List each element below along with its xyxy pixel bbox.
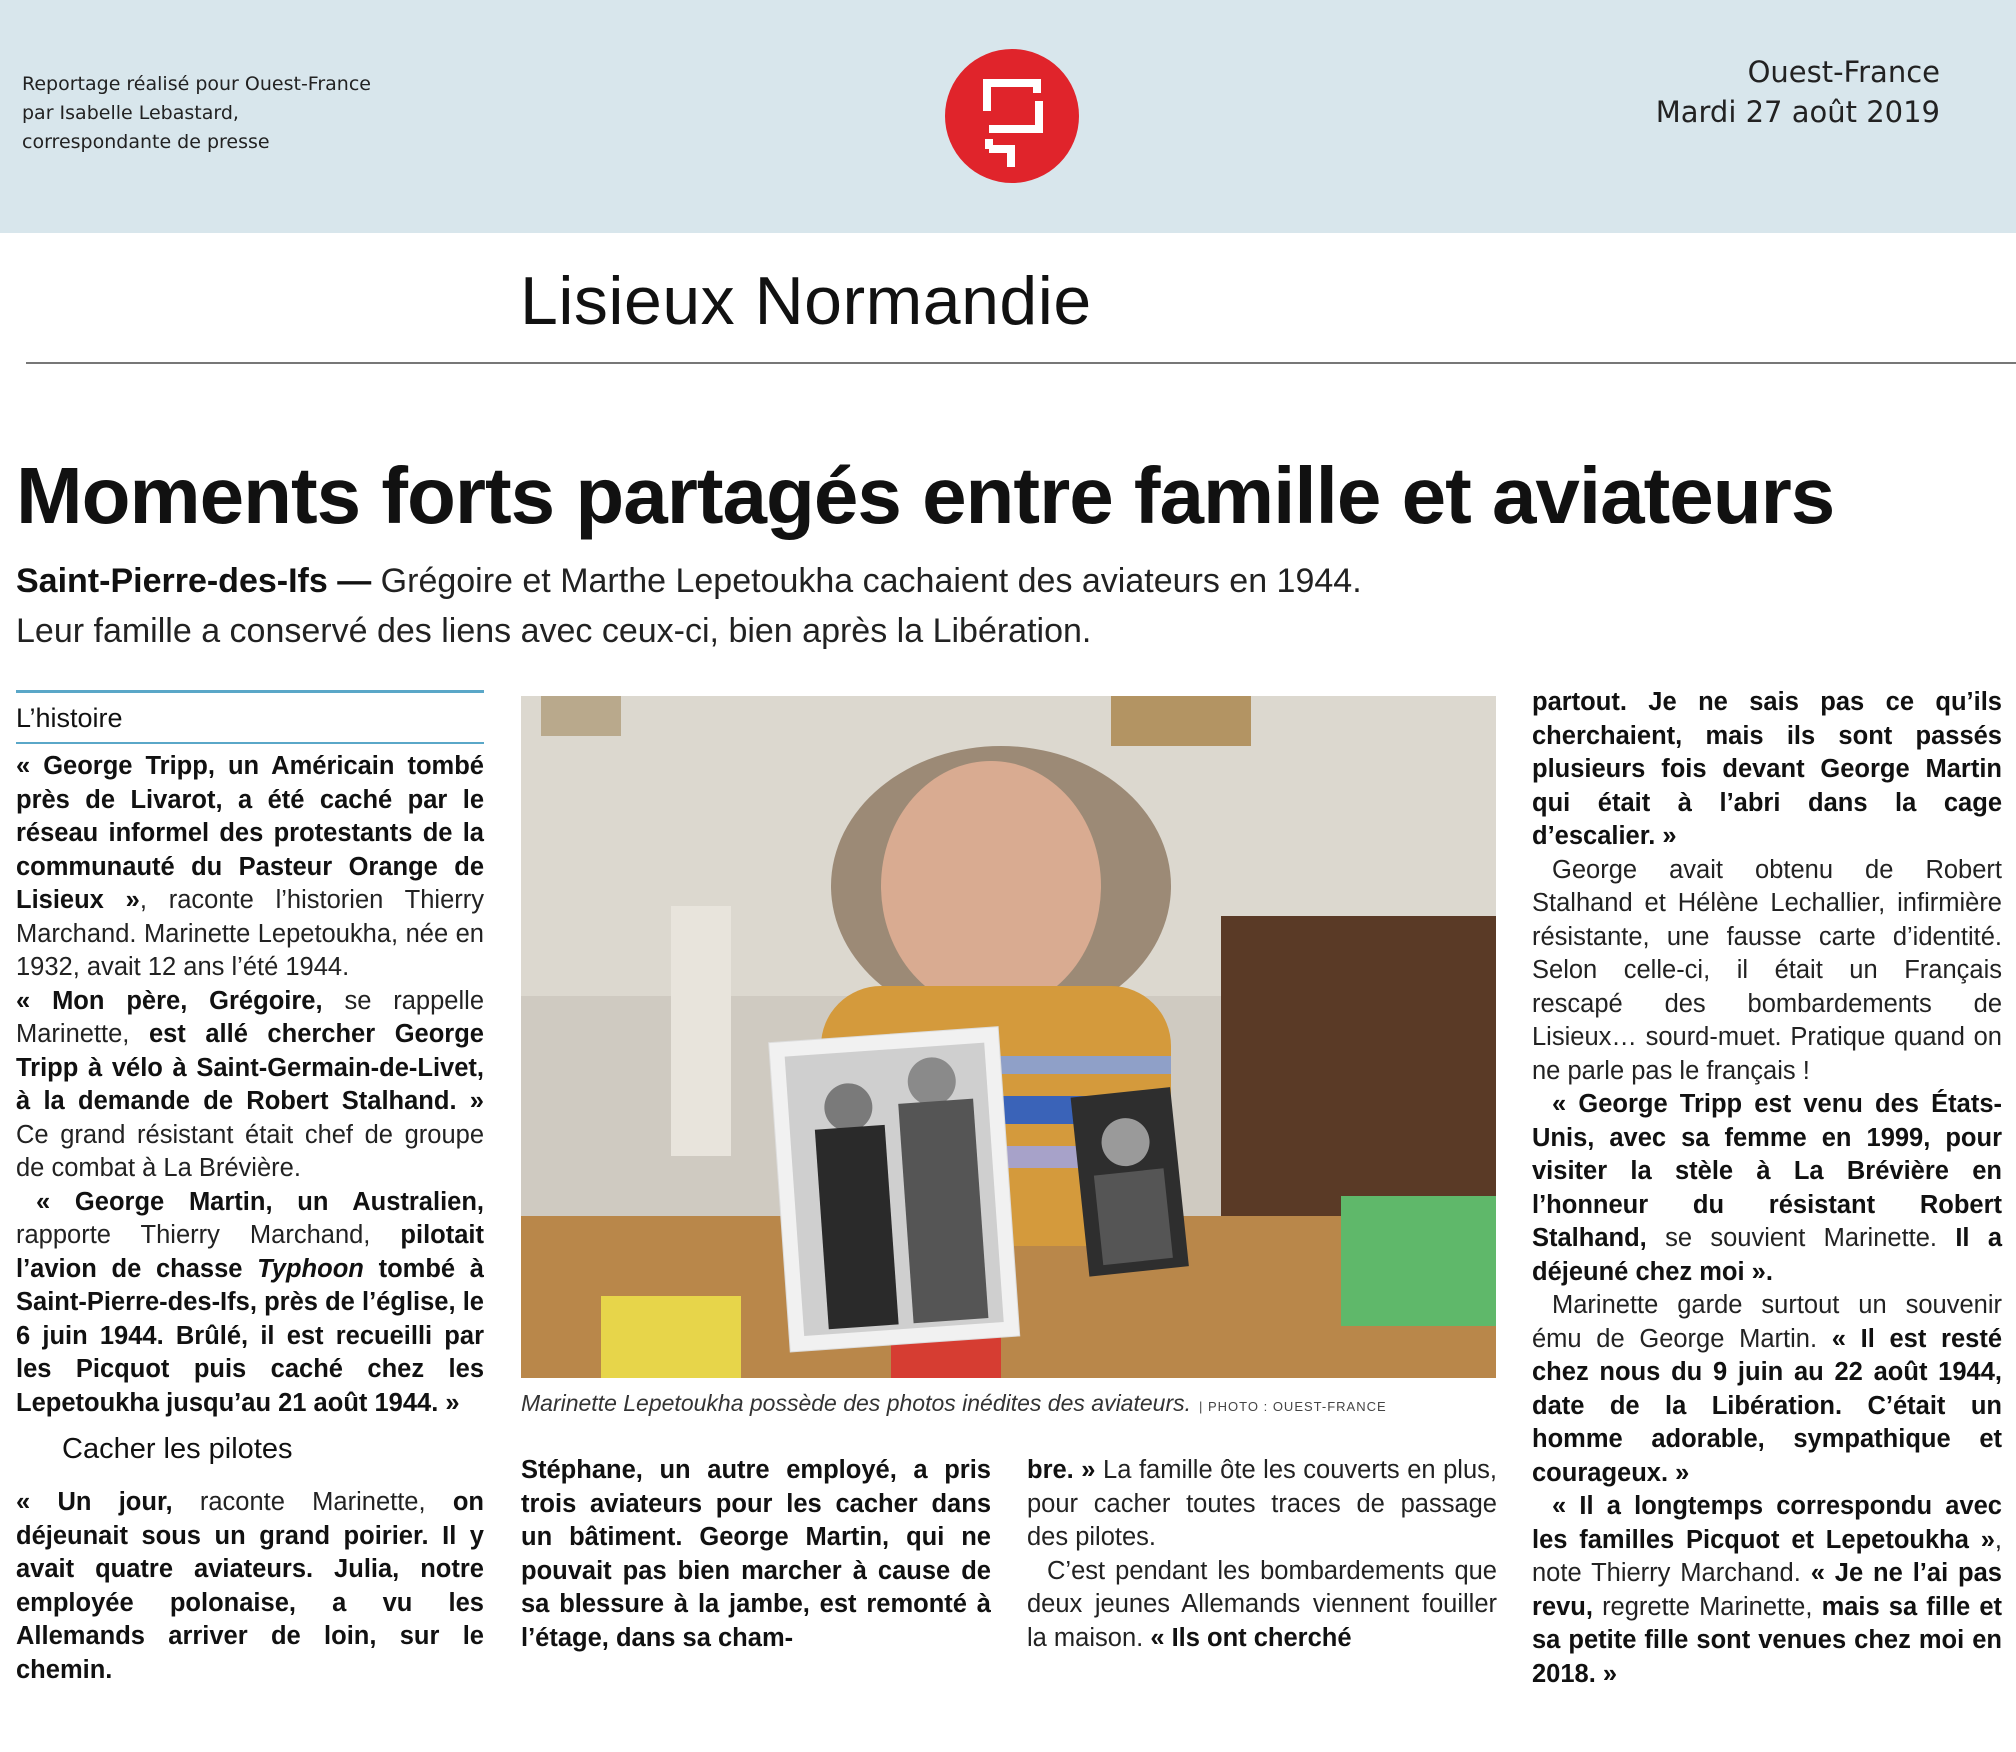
text: Marinette garde surtout un souvenir ému de George Martin. xyxy=(1532,1291,2002,1353)
quote: mais sa fille et sa petite fille sont venues chez moi en 2018. » xyxy=(1532,1592,2002,1688)
header-banner xyxy=(0,0,2016,233)
text: C’est pendant les bombardements que deux jeunes Allemands viennent fouiller la maison. xyxy=(1027,1556,1497,1652)
article-photo xyxy=(521,696,1496,1378)
text: Ce grand résistant était chef de groupe de combat à La Brévière. xyxy=(16,1120,484,1182)
standfirst-line-2: Leur famille a conservé des liens avec ceux-ci, bien après la Libération. xyxy=(16,612,1092,650)
photo-illustration xyxy=(521,696,1496,1378)
section-divider xyxy=(26,362,2016,364)
quote: Stéphane, un autre employé, a pris trois aviateurs pour les cacher dans un bâtiment. George Martin, qui ne pouvait pas bien marcher à cause de sa blessure à la jambe, est remonté à l’étage, dans sa cham- xyxy=(521,1456,991,1652)
publication-name: Ouest-France xyxy=(1747,55,1940,89)
publication-date: Mardi 27 août 2019 xyxy=(1655,95,1940,129)
article-column-4 xyxy=(1532,686,2002,1691)
quote: « George Tripp, un Américain tombé près de Livarot, a été caché par le réseau informel des protestants de la communauté du Pasteur Orange de Lisieux » xyxy=(16,752,484,914)
dateline: Saint-Pierre-des-Ifs — xyxy=(16,562,372,600)
aircraft-name: Typhoon xyxy=(257,1254,364,1283)
standfirst-line-1: Grégoire et Marthe Lepetoukha cachaient des aviateurs en 1944. xyxy=(380,562,1362,600)
text: George avait obtenu de Robert Stalhand et Hélène Lechallier, infirmière résistante, une fausse carte d’identité. Selon celle-ci, il était un Français rescapé des bombardements de Lisieux… sourd-muet. Pratique quand on ne parle pas le français ! xyxy=(1532,855,2002,1085)
quote: « George Martin, un Australien, xyxy=(36,1187,484,1216)
quote: « Il est resté chez nous du 9 juin au 22 août 1944, date de la Libération. C’était un homme adorable, sympathique et courageux. » xyxy=(1532,1324,2003,1487)
article-headline: Moments forts partagés entre famille et aviateurs xyxy=(16,451,1835,540)
photo-caption xyxy=(521,1390,1496,1417)
quote: « Un jour, xyxy=(16,1488,173,1516)
quote: Il a déjeuné chez moi ». xyxy=(1532,1224,2002,1286)
text: se rappelle Marinette, xyxy=(16,986,484,1048)
text: raconte Marinette, xyxy=(172,1488,453,1516)
text: La famille ôte les couverts en plus, pour cacher toutes traces de passage des pilotes. xyxy=(1027,1456,1497,1551)
quote: on déjeunait sous un grand poirier. Il y avait quatre aviateurs. Julia, notre employée polonaise, a vu les Allemands arriver de loin, sur le chemin. xyxy=(16,1488,484,1684)
quote: bre. » xyxy=(1027,1456,1096,1484)
reporter-credit xyxy=(22,70,371,157)
article-subhead: Cacher les pilotes xyxy=(62,1433,293,1465)
text: rapporte Thierry Marchand, xyxy=(16,1221,401,1249)
text: se souvient Marinette. xyxy=(1646,1224,1956,1252)
quote: est allé chercher George Tripp à vélo à Saint-Germain-de-Livet, à la demande de Robert Stalhand. » xyxy=(16,1020,484,1115)
section-title: Lisieux Normandie xyxy=(520,263,1092,339)
article-column-2 xyxy=(521,1454,991,1655)
text: , note Thierry Marchand. xyxy=(1532,1525,2002,1587)
credit-line: Reportage réalisé pour Ouest-France xyxy=(22,73,371,95)
credit-line: correspondante de presse xyxy=(22,131,270,153)
caption-text: Marinette Lepetoukha possède des photos inédites des aviateurs. xyxy=(521,1390,1191,1416)
article-standfirst xyxy=(16,556,2006,656)
quote: partout. Je ne sais pas ce qu’ils cherchaient, mais ils sont passés plusieurs fois devant George Martin qui était à l’abri dans la cage d’escalier. » xyxy=(1532,688,2002,850)
ouest-france-logo xyxy=(945,49,1079,183)
quote: « Je ne l’ai pas revu, xyxy=(1532,1559,2002,1621)
quote: pilotait l’avion de chasse xyxy=(16,1221,484,1283)
credit-line: par Isabelle Lebastard, xyxy=(22,102,239,124)
quote: « Mon père, Grégoire, xyxy=(16,986,323,1015)
photo-credit: | PHOTO : OUEST-FRANCE xyxy=(1199,1399,1387,1414)
article-column-1-continued xyxy=(16,1486,484,1687)
quote: « George Tripp est venu des États-Unis, avec sa femme en 1999, pour visiter la stèle à La Brévière en l’honneur du résistant Robert Stalhand, xyxy=(1532,1090,2002,1252)
publication-info xyxy=(1656,52,1940,132)
quote: « Ils ont cherché xyxy=(1150,1623,1352,1652)
text: regrette Marinette, xyxy=(1592,1592,1822,1621)
kicker-label: L’histoire xyxy=(16,703,123,733)
quote: tombé à Saint-Pierre-des-Ifs, près de l’église, le 6 juin 1944. Brûlé, il est recueilli par les Picquot puis caché chez les Lepetoukha jusqu’au 21 août 1944. » xyxy=(16,1254,484,1417)
text: , raconte l’historien Thierry Marchand. Marinette Lepetoukha, née en 1932, avait 12 ans l’été 1944. xyxy=(16,886,484,981)
article-column-1 xyxy=(16,750,484,1420)
quote: « Il a longtemps correspondu avec les familles Picquot et Lepetoukha » xyxy=(1532,1492,2002,1554)
history-kicker xyxy=(16,690,484,744)
kicker-rule-bottom xyxy=(16,742,484,744)
article-column-3 xyxy=(1027,1454,1497,1655)
